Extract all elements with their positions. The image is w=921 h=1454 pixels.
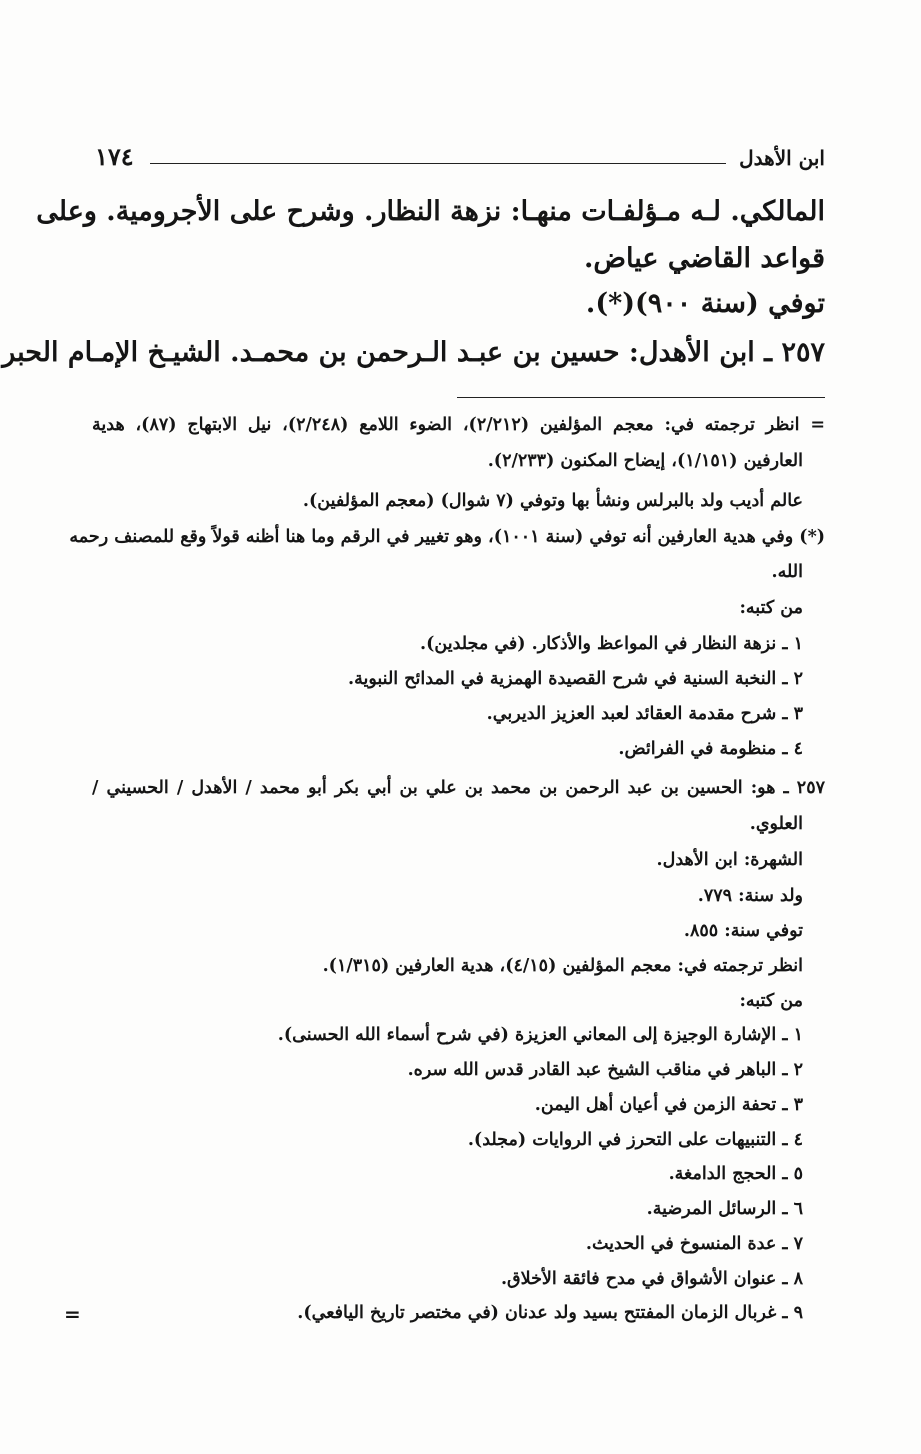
- footnote-list-item: ٥ ـ الحجج الدامغة.: [668, 1164, 803, 1184]
- footnote-list-item: ٦ ـ الرسائل المرضية.: [646, 1199, 803, 1219]
- footnote-list-item: ٢ ـ الباهر في مناقب الشيخ عبد القادر قدس الله سره.: [407, 1060, 803, 1080]
- footnote-line: ولد سنة: ٧٧٩.: [697, 886, 803, 906]
- footnote-line: ٢٥٧ ـ هو: الحسين بن عبد الرحمن بن محمد بن علي بن أبي بكر أبو محمد / الأهدل / الحسيني /: [92, 778, 825, 798]
- footnote-line: الله.: [771, 562, 803, 582]
- footnote-list-item: ٤ ـ منظومة في الفرائض.: [618, 739, 803, 759]
- footnote-line: انظر ترجمته في: معجم المؤلفين (٤/١٥)، هدية العارفين (١/٣١٥).: [322, 956, 803, 976]
- footnote-line: = انظر ترجمته في: معجم المؤلفين (٢/٢١٢)، الضوء اللامع (٢/٢٤٨)، نيل الابتهاج (٨٧)، هدية: [92, 415, 825, 435]
- footnote-list-item: ١ ـ نزهة النظار في المواعظ والأذكار. (في مجلدين).: [420, 634, 803, 654]
- footnote-line: من كتبه:: [739, 991, 803, 1011]
- footnote-line: العلوي.: [749, 814, 803, 834]
- footnote-line: الشهرة: ابن الأهدل.: [656, 850, 803, 870]
- continuation-mark: =: [64, 1302, 81, 1326]
- page-number: ١٧٤: [95, 142, 134, 171]
- footnote-list-item: ٣ ـ شرح مقدمة العقائد لعبد العزيز الديربي.: [486, 704, 803, 724]
- footnote-line: (*) وفي هدية العارفين أنه توفي (سنة ١٠٠١)، وهو تغيير في الرقم وما هنا أظنه قولاً وقع للمصنف رحمه: [69, 527, 825, 547]
- footnote-line: توفي سنة: ٨٥٥.: [683, 921, 803, 941]
- header-rule: [150, 163, 726, 164]
- footnote-list-item: ٣ ـ تحفة الزمن في أعيان أهل اليمن.: [534, 1095, 803, 1115]
- main-text-line: قواعد القاضي عياض.: [583, 243, 825, 274]
- footnote-list-item: ٩ ـ غربال الزمان المفتتح بسيد ولد عدنان (في مختصر تاريخ اليافعي).: [297, 1303, 803, 1323]
- footnote-list-item: ٧ ـ عدة المنسوخ في الحديث.: [585, 1234, 803, 1254]
- main-text-line: توفي (سنة ٩٠٠)(*).: [585, 288, 825, 319]
- footnote-separator-rule: [457, 397, 825, 398]
- footnote-list-item: ٢ ـ النخبة السنية في شرح القصيدة الهمزية في المدائح النبوية.: [348, 669, 803, 689]
- footnote-list-item: ٨ ـ عنوان الأشواق في مدح فائقة الأخلاق.: [500, 1269, 803, 1289]
- entry-heading-line: ٢٥٧ ـ ابن الأهدل: حسين بن عبـد الـرحمن بن محمـد. الشيـخ الإمـام الحبر: [2, 337, 825, 368]
- running-header-title: ابن الأهدل: [739, 146, 825, 170]
- footnote-line: من كتبه:: [739, 598, 803, 618]
- footnote-list-item: ١ ـ الإشارة الوجيزة إلى المعاني العزيزة (في شرح أسماء الله الحسنى).: [277, 1025, 803, 1045]
- footnote-line: عالم أديب ولد بالبرلس ونشأ بها وتوفي (٧ شوال) (معجم المؤلفين).: [302, 491, 803, 511]
- footnote-line: العارفين (١/١٥١)، إيضاح المكنون (٢/٢٣٣).: [487, 451, 803, 471]
- footnote-list-item: ٤ ـ التنبيهات على التحرز في الروايات (مجلد).: [467, 1130, 803, 1150]
- main-text-line: المالكي. لـه مـؤلفـات منهـا: نزهة النظار. وشرح على الأجرومية. وعلى: [36, 196, 825, 227]
